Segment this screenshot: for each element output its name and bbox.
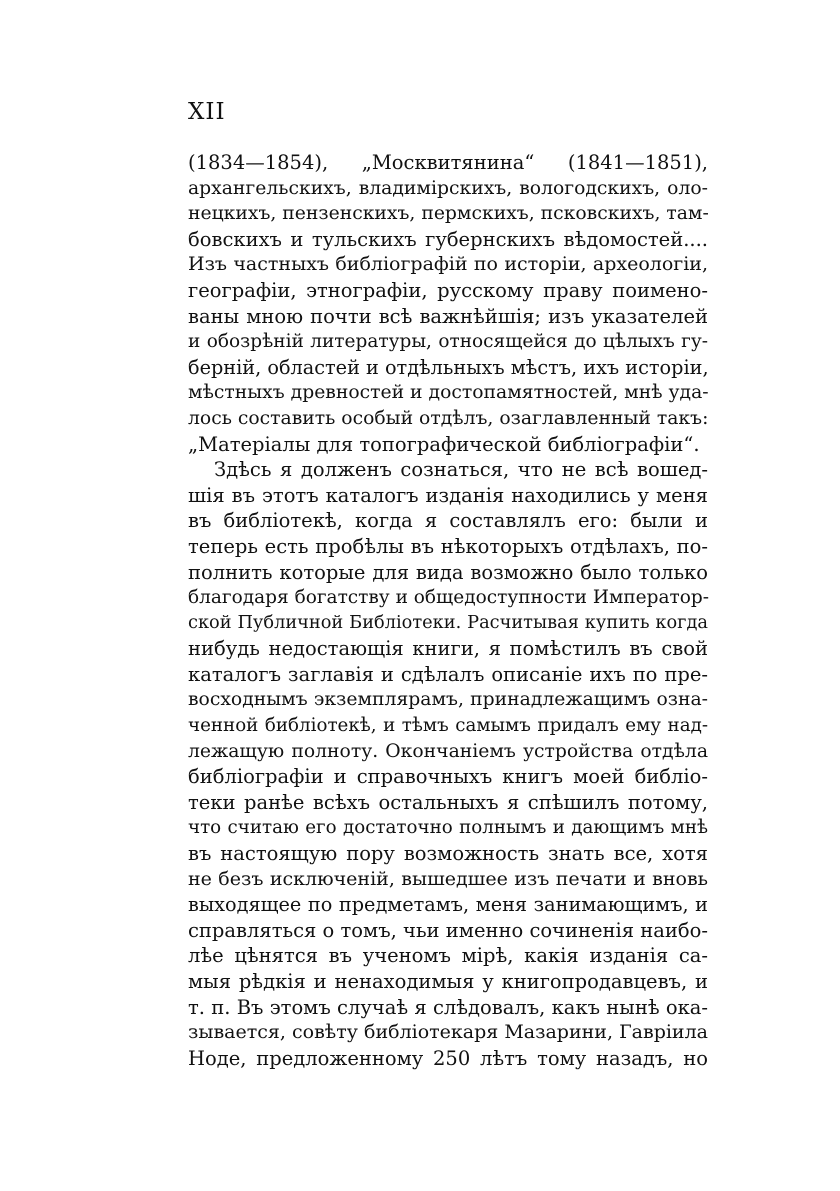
text-line: въ настоящую пору возможность знать все, хотя [188, 842, 708, 866]
text-line: мѣстныхъ древностей и достопамятностей, мнѣ уда- [188, 382, 709, 404]
text-line: Изъ частныхъ библіографій по исторіи, археологіи, [188, 253, 708, 276]
text-line: зывается, совѣту библіотекаря Мазарини, Гавріила [188, 1021, 708, 1044]
text-line: благодаря богатству и общедоступности Император- [188, 587, 709, 609]
text-line: каталогъ заглавія и сдѣлалъ описаніе ихъ по пре- [188, 662, 708, 686]
paragraph-2 [188, 457, 708, 1071]
text-line: Ноде, предложенному 250 лѣтъ тому назадъ, но [188, 1046, 708, 1070]
text-line: ваны мною почти всѣ важнѣйшія; изъ указателей [188, 304, 708, 328]
text-line: (1834—1854), „Москвитянина“ (1841—1851), [188, 151, 708, 174]
text-line: что считаю его достаточно полнымъ и дающимъ мнѣ [188, 817, 708, 839]
text-line: т. п. Въ этомъ случаѣ я слѣдовалъ, какъ нынѣ ока- [188, 995, 708, 1019]
text-line: архангельскихъ, владимірскихъ, вологодскихъ, оло- [188, 177, 708, 199]
text-line: выходящее по предметамъ, меня занимающимъ, и [188, 893, 708, 917]
text-line: берній, областей и отдѣльныхъ мѣстъ, ихъ исторіи, [188, 355, 709, 379]
text-line: и обозрѣній литературы, относящейся до цѣлыхъ гу- [188, 331, 708, 353]
text-line: нибудь недостающія книги, я помѣстилъ въ свой [188, 637, 708, 661]
text-line: библіографіи и справочныхъ книгъ моей библіо- [188, 765, 708, 789]
text-line: полнить которые для вида возможно было только [188, 560, 708, 584]
page-number: XII [188, 99, 226, 125]
text-line: восходнымъ экземплярамъ, принадлежащимъ озна- [188, 689, 708, 711]
text-line: лѣе цѣнятся въ ученомъ мірѣ, какія изданія са- [188, 944, 708, 968]
text-line: бовскихъ и тульскихъ губернскихъ вѣдомостей.... [188, 227, 708, 251]
text-line: ченной библіотекѣ, и тѣмъ самымъ придалъ ему над- [188, 715, 708, 737]
text-line: въ библіотекѣ, когда я составлялъ его: были и [188, 509, 708, 533]
text-line: ской Публичной Библіотеки. Расчитывая купить когда [188, 612, 708, 633]
text-line: мыя рѣдкія и ненаходимыя у книгопродавцевъ, и [188, 970, 708, 993]
text-line: теки ранѣе всѣхъ остальныхъ я спѣшилъ потому, [188, 790, 708, 814]
text-line: лось составить особый отдѣлъ, озаглавленный такъ: [188, 407, 709, 429]
text-line: справляться о томъ, чьи именно сочиненія наибо- [188, 918, 708, 942]
text-line: нецкихъ, пензенскихъ, пермскихъ, псковскихъ, там- [188, 203, 709, 225]
text-line: шія въ этотъ каталогъ изданія находились у меня [188, 483, 708, 507]
body-text [188, 150, 708, 1071]
text-line: географіи, этнографіи, русскому праву поимено- [188, 278, 708, 302]
text-line: не безъ исключеній, вышедшее изъ печати и вновь [188, 867, 708, 890]
text-line: Здѣсь я долженъ сознаться, что не всѣ вошед- [214, 458, 708, 482]
text-line: „Матеріалы для топографической библіографіи“. [188, 432, 700, 456]
text-line: теперь есть пробѣлы въ нѣкоторыхъ отдѣлахъ, по- [188, 534, 708, 558]
text-line: лежащую полноту. Окончаніемъ устройства отдѣла [188, 740, 708, 762]
paragraph-1 [188, 150, 708, 457]
